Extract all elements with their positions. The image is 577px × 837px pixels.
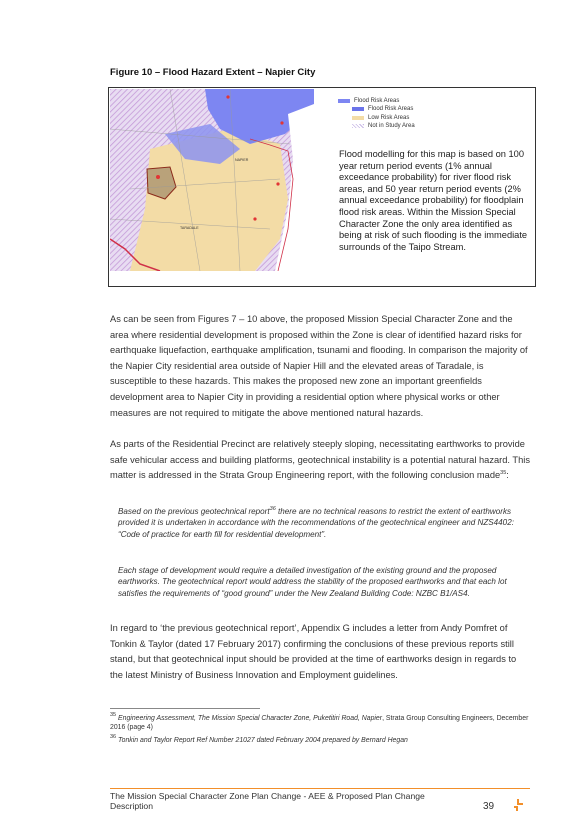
footnote-number: 35 xyxy=(110,712,117,718)
footnote-ref: 35 xyxy=(500,470,507,477)
footer-rule xyxy=(110,788,530,789)
body-paragraph-3: In regard to ‘the previous geotechnical report’, Appendix G includes a letter from Andy Pomfret of Tonkin & Taylor (dated 17 February 2017) confirming the conclusions of these previous reports still stand, but that geotechnical input should be provided at the time of earthworks design in regards to the latest Ministry of Business Innovation and Employment guidelines. xyxy=(110,623,517,680)
page-number: 39 xyxy=(483,801,495,812)
quote-text-b: there are no technical reasons to restrict the extent of earthworks provided it is undertaken in accordance with the recommendations of the geotechnical engineer and NZS4402: “Code of practice for earth fill for residential development”. xyxy=(118,507,514,539)
legend-swatch-hatch xyxy=(352,124,364,128)
body-paragraph-1: As can be seen from Figures 7 – 10 above, the proposed Mission Special Character Zone and the area where residential development is proposed within the Zone is clear of identified hazard risks for earthquake liquefaction, earthquake amplification, tsunami and flooding. In comparison the majority of the Napier City residential area outside of Napier Hill and the elevated areas of Taradale, is susceptible to these hazards. This makes the proposed new zone an important greenfields development area to Napier City in providing a residential option where physical works or other measures are not required to mitigate the above mentioned natural hazards. xyxy=(110,314,528,418)
footnote-divider xyxy=(110,708,260,709)
footnote-ref: 36 xyxy=(269,506,276,512)
legend-swatch-flood xyxy=(352,107,364,111)
legend-item xyxy=(352,114,415,122)
footnote-number: 36 xyxy=(110,734,117,740)
brand-logo-icon xyxy=(512,798,526,812)
footnote-title: Engineering Assessment, The Mission Special Character Zone, Puketitiri Road, Napier xyxy=(118,715,383,722)
legend-label: Flood Risk Areas xyxy=(368,106,414,113)
legend-label: Low Risk Areas xyxy=(368,114,410,121)
figure-note: Flood modelling for this map is based on 100 year return period events (1% annual exceedance probability) for river flood risk areas, and 50 year return period events (2% annual exceedance probability) for floodplain flood risk areas. Within the Mission Special Character Zone the only area identified as being at risk of such flooding is the immediate surrounds of the Taipo Stream. xyxy=(339,149,528,252)
legend-label: Flood Risk Areas xyxy=(354,98,400,104)
paragraph-colon: : xyxy=(506,470,509,481)
legend-swatch-low xyxy=(352,116,364,120)
footnote-rest: , Strata Group Consulting Engineers, December 2016 (page 4) xyxy=(110,715,529,731)
legend-item xyxy=(338,97,415,105)
legend-item xyxy=(352,105,415,113)
legend-swatch-flood xyxy=(338,99,350,103)
map-label-taradale: TARADALE xyxy=(180,226,199,230)
body-paragraph-2 xyxy=(110,437,530,484)
quote-text-a: Based on the previous geotechnical report xyxy=(118,507,270,516)
footnote-title: Tonkin and Taylor Report Ref Number 21027 dated February 2004 prepared by Bernard Hegan xyxy=(118,737,408,744)
flood-hazard-map xyxy=(110,89,314,271)
paragraph-text: As parts of the Residential Precinct are relatively steeply sloping, necessitating earthworks to provide safe vehicular access and building platforms, geotechnical instability is a potential natural hazard. This matter is addressed in the Strata Group Engineering report, with the following conclusion made xyxy=(110,439,530,481)
footer-title: The Mission Special Character Zone Plan Change - AEE & Proposed Plan Change Description xyxy=(110,791,425,812)
legend-label: Not in Study Area xyxy=(368,122,415,129)
figure-caption: Figure 10 – Flood Hazard Extent – Napier City xyxy=(110,67,316,78)
map-legend xyxy=(338,97,415,130)
quote-paragraph-2: Each stage of development would require a detailed investigation of the existing ground and the proposed earthworks. The geotechnical report would address the stability of the proposed earthworks and that each lot satisfies the requirements of “good ground” under the New Zealand Building Code: NZBC B1/AS4. xyxy=(118,566,507,598)
legend-item xyxy=(352,122,415,130)
map-label-napier: NAPIER xyxy=(235,158,249,162)
footnote-36 xyxy=(110,736,540,745)
quote-paragraph-1 xyxy=(118,506,530,540)
footnote-35 xyxy=(110,714,540,732)
